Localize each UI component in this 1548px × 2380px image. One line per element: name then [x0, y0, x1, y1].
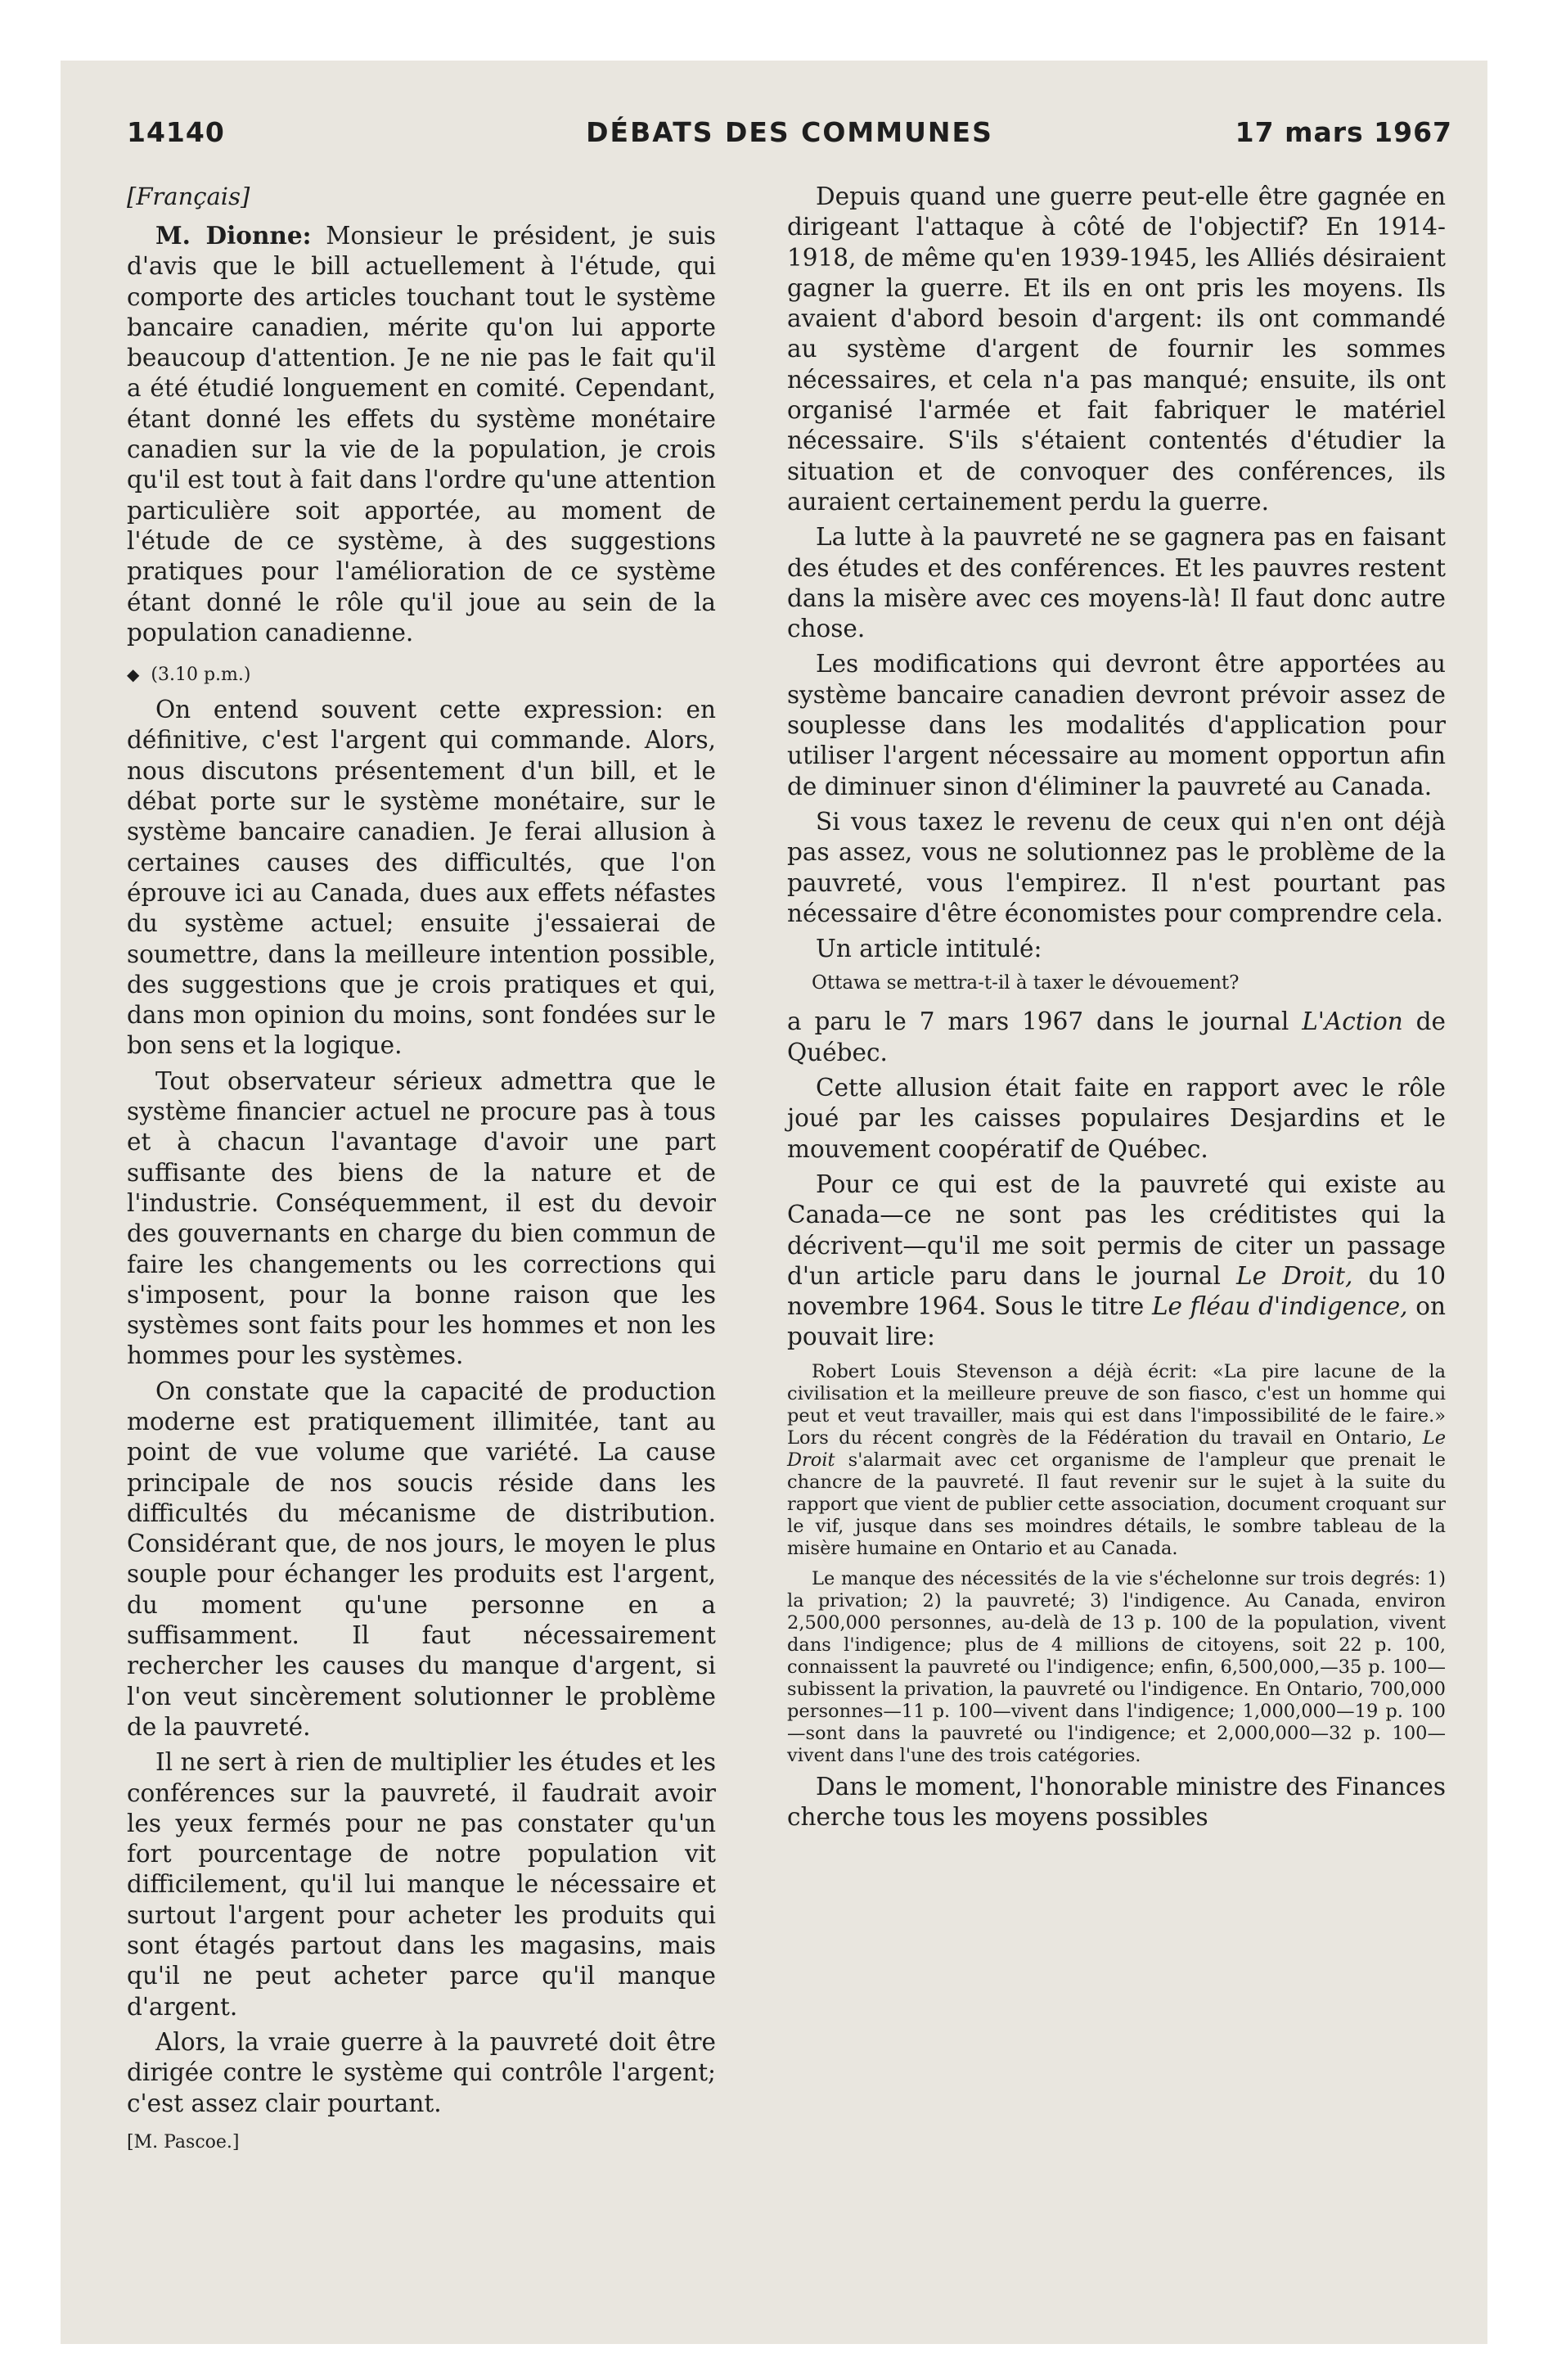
paragraph: M. Dionne: Monsieur le président, je suis d'avis que le bill actuellement à l'étude, qui comporte des articles touchant tout le système bancaire canadien, mérite qu'on lui apporte beaucoup d'attention. Je ne nie pas le fait qu'il a été étudié longuement en comité. Cependant, étant donné les effets du système monétaire canadien sur la vie de la population, je crois qu'il est tout à fait dans l'ordre qu'une attention particulière soit apportée, au moment de l'étude de ce système, à des suggestions pratiques pour l'amélioration de ce système étant donné le rôle qu'il joue au sein de la population canadienne. — [127, 221, 716, 647]
paragraph: Il ne sert à rien de multiplier les études et les conférences sur la pauvreté, il faudrait avoir les yeux fermés pour ne pas constater qu'un fort pourcentage de notre population vit difficilement, qu'il lui manque le nécessaire et surtout l'argent pour acheter les produits qui sont étagés partout dans les magasins, mais qu'il ne peut acheter parce qu'il manque d'argent. — [127, 1748, 716, 2021]
paragraph: Alors, la vraie guerre à la pauvreté doit être dirigée contre le système qui contrôle l'argent; c'est assez clair pourtant. — [127, 2027, 716, 2117]
paragraph: Un article intitulé: — [816, 935, 1042, 963]
right-column — [787, 182, 1446, 1837]
article-title: Ottawa se mettra-t-il à taxer le dévouement? — [812, 972, 1240, 994]
quotation: Le manque des nécessités de la vie s'échelonne sur trois degrés: 1) la privation; 2) la pauvreté; 3) l'indigence. Au Canada, environ 2,500,000 personnes, au-delà de 13 p. 100 de la population, vivent dans l'indigence; plus de 4 millions de citoyens, soit 22 p. 100, connaissent la pauvreté ou l'indigence; enfin, 6,500,000,—35 p. 100—subissent la privation, la pauvreté ou l'indigence. En Ontario, 700,000 personnes—11 p. 100—vivent dans l'indigence; 1,000,000—19 p. 100—sont dans la pauvreté ou l'indigence; et 2,000,000—32 p. 100—vivent dans l'une des trois catégories. — [787, 1567, 1446, 1766]
paragraph: Si vous taxez le revenu de ceux qui n'en ont déjà pas assez, vous ne solutionnez pas le problème de la pauvreté, vous l'empirez. Il n'est pourtant pas nécessaire d'être économistes pour comprendre cela. — [787, 807, 1446, 927]
paragraph: La lutte à la pauvreté ne se gagnera pas en faisant des études et des conférences. Et les pauvres restent dans la misère avec ces moyens-là! Il faut donc autre chose. — [787, 523, 1446, 643]
paragraph: a paru le 7 mars 1967 dans le journal L'Action de Québec. — [787, 1007, 1446, 1066]
paragraph: Depuis quand une guerre peut-elle être gagnée en dirigeant l'attaque à côté de l'objectif? En 1914-1918, de même qu'en 1939-1945, les Alliés désiraient gagner la guerre. Et ils en ont pris les moyens. Ils avaient d'abord besoin d'argent: ils ont commandé au système d'argent de fournir les sommes nécessaires, et cela n'a pas manqué; ensuite, ils ont organisé l'armée et fait fabriquer le matériel nécessaire. S'ils s'étaient contentés d'étudier la situation et de convoquer des conférences, ils auraient certainement perdu la guerre. — [787, 183, 1446, 516]
paragraph: Les modifications qui devront être apportées au système bancaire canadien devront prévoir assez de souplesse dans les modalités d'application pour utiliser l'argent nécessaire au moment opportun afin de diminuer sinon d'éliminer la pauvreté au Canada. — [787, 650, 1446, 800]
paragraph: Tout observateur sérieux admettra que le système financier actuel ne procure pas à tous et à chacun l'avantage d'avoir une part suffisante des biens de la nature et de l'industrie. Conséquemment, il est du devoir des gouvernants en charge du bien commun de faire les changements ou les corrections qui s'imposent, pour la bonne raison que les systèmes sont faits pour les hommes et non les hommes pour les systèmes. — [127, 1066, 716, 1370]
paragraph: Dans le moment, l'honorable ministre des Finances cherche tous les moyens possibles — [787, 1772, 1446, 1831]
time-marker: ◆ (3.10 p.m.) — [127, 665, 251, 686]
page-header — [127, 116, 1452, 156]
speaker-signature: [M. Pascoe.] — [127, 2131, 240, 2152]
quotation: Robert Louis Stevenson a déjà écrit: «La pire lacune de la civilisation et la meilleure preuve de son fiasco, c'est un homme qui peut et veut travailler, mais qui est dans l'impossibilité de le faire.» Lors du récent congrès de la Fédération du travail en Ontario, Le Droit s'alarmait avec cet organisme de l'ampleur que prenait le chancre de la pauvreté. Il faut revenir sur le sujet à la suite du rapport que vient de publier cette association, document croquant sur le vif, jusque dans ses moindres détails, le sombre tableau de la misère humaine en Ontario et au Canada. — [787, 1360, 1447, 1559]
page-number: 14140 — [127, 116, 225, 148]
paragraph: On constate que la capacité de production moderne est pratiquement illimitée, tant au point de vue volume que variété. La cause principale de nos soucis réside dans les difficultés du mécanisme de distribution. Considérant que, de nos jours, le moyen le plus souple pour échanger les produits est l'argent, du moment qu'une personne en a suffisamment. Il faut nécessairement rechercher les causes du manque d'argent, si l'on veut sincèrement solutionner le problème de la pauvreté. — [127, 1377, 716, 1741]
paragraph: Pour ce qui est de la pauvreté qui existe au Canada—ce ne sont pas les créditistes qui la décrivent—qu'il me soit permis de citer un passage d'un article paru dans le journal Le Droit, du 10 novembre 1964. Sous le titre Le fléau d'indigence, on pouvait lire: — [787, 1170, 1447, 1351]
paragraph: Cette allusion était faite en rapport avec le rôle joué par les caisses populaires Desjardins et le mouvement coopératif de Québec. — [787, 1074, 1446, 1163]
margin-bullet-icon: ◆ — [127, 665, 140, 685]
left-column — [127, 182, 716, 2155]
speaker-name: M. Dionne: — [155, 221, 312, 250]
language-label: [Français] — [127, 183, 250, 210]
page-title: DÉBATS DES COMMUNES — [586, 116, 993, 148]
paragraph: On entend souvent cette expression: en définitive, c'est l'argent qui commande. Alors, nous discutons présentement d'un bill, et le débat porte sur le système monétaire, sur le système bancaire canadien. Je ferai allusion à certaines causes des difficultés, que l'on éprouve ici au Canada, dues aux effets néfastes du système actuel; ensuite j'essaierai de soumettre, dans la meilleure intention possible, des suggestions que je crois pratiques et qui, dans mon opinion du moins, sont fondées sur le bon sens et la logique. — [127, 696, 716, 1060]
page-date: 17 mars 1967 — [1235, 116, 1452, 148]
